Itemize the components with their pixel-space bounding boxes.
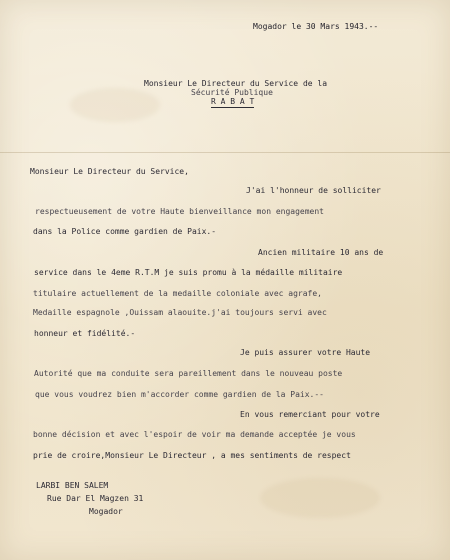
recipient-city: R A B A T <box>211 97 255 106</box>
paragraph-4-line-2: bonne décision et avec l'espoir de voir ma demande acceptée je vous <box>33 430 356 439</box>
date-line: Mogador le 30 Mars 1943.-- <box>253 22 379 31</box>
paragraph-2-line-4: Medaille espagnole ,Ouissam alaouite.j'ai toujours servi avec <box>33 308 327 317</box>
paper-fold-line <box>0 152 450 153</box>
signature-name: LARBI BEN SALEM <box>36 481 109 490</box>
paragraph-3-line-3: que vous voudrez bien m'accorder comme gardien de la Paix.-- <box>35 390 324 399</box>
paragraph-2-line-1: Ancien militaire 10 ans de <box>258 248 384 257</box>
signature-city: Mogador <box>89 507 123 516</box>
paragraph-1-line-3: dans la Police comme gardien de Paix.- <box>33 227 217 236</box>
paragraph-2-line-2: service dans le 4eme R.T.M je suis promu à la médaille militaire <box>34 268 343 277</box>
paper-stain <box>260 478 380 518</box>
salutation-line: Monsieur Le Directeur du Service, <box>30 167 189 176</box>
paper-stain <box>70 88 160 122</box>
recipient-line-1: Monsieur Le Directeur du Service de la <box>144 79 328 88</box>
recipient-line-2: Sécurité Publique <box>191 88 273 97</box>
paragraph-3-line-1: Je puis assurer votre Haute <box>240 348 371 357</box>
paragraph-3-line-2: Autorité que ma conduite sera pareillement dans le nouveau poste <box>34 369 343 378</box>
signature-street: Rue Dar El Magzen 31 <box>47 494 144 503</box>
paragraph-4-line-1: En vous remerciant pour votre <box>240 410 380 419</box>
paragraph-1-line-1: J'ai l'honneur de solliciter <box>246 186 381 195</box>
paragraph-1-line-2: respectueusement de votre Haute bienveillance mon engagement <box>35 207 324 216</box>
paragraph-4-line-3: prie de croire,Monsieur Le Directeur , a mes sentiments de respect <box>33 451 351 460</box>
paragraph-2-line-5: honneur et fidélité.- <box>34 329 136 338</box>
paragraph-2-line-3: titulaire actuellement de la medaille coloniale avec agrafe, <box>33 289 322 298</box>
